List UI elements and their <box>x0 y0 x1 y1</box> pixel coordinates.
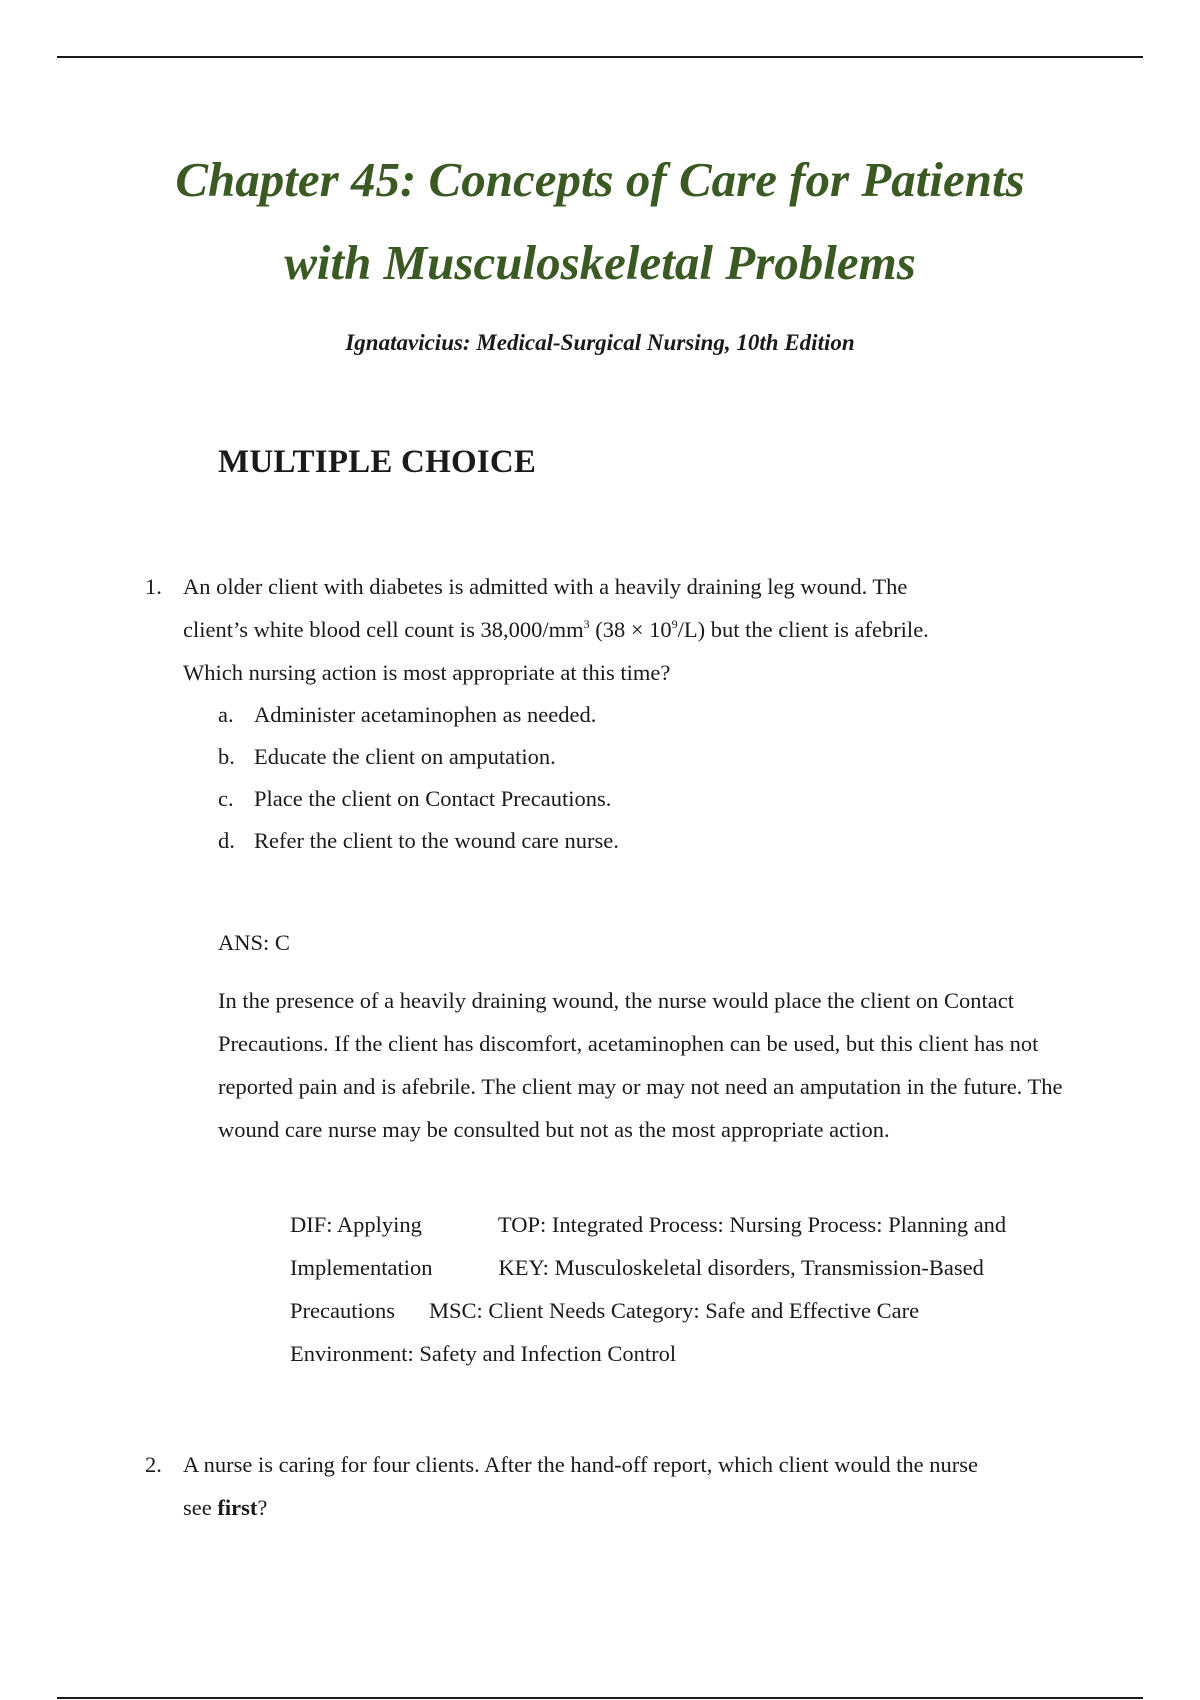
option-letter: b. <box>218 744 235 769</box>
option-text: Educate the client on amputation. <box>254 744 556 769</box>
top-rule <box>57 56 1143 58</box>
question-number: 2. <box>145 1452 162 1477</box>
question-stem-text: An older client with diabetes is admitted with a heavily draining leg wound. The client’s white blood cell count is 38,000/mm <box>183 574 908 642</box>
key-label: KEY: Musculoskeletal disorders, Transmission-Based <box>498 1255 984 1280</box>
question-1 <box>145 565 1045 862</box>
superscript-exponent: 9 <box>671 617 678 631</box>
difficulty-label: DIF: Applying <box>290 1212 422 1237</box>
question-stem-text: A nurse is caring for four clients. After the hand-off report, which client would the nurse see <box>183 1452 978 1520</box>
answer-options <box>218 694 1045 862</box>
bottom-rule <box>57 1697 1143 1699</box>
key-label-continued: Precautions <box>290 1298 395 1323</box>
chapter-title-line-1: Chapter 45: Concepts of Care for Patients <box>175 152 1025 207</box>
question-stem <box>183 565 963 694</box>
question-number: 1. <box>145 574 162 599</box>
answer-rationale: In the presence of a heavily draining wound, the nurse would place the client on Contact Precautions. If the client has discomfort, acetaminophen can be used, but this client has not reported pain and is afebrile. The client may or may not need an amputation in the future. The wound care nurse may be consulted but not as the most appropriate action. <box>218 988 1063 1142</box>
metadata-line <box>290 1203 1090 1246</box>
chapter-title <box>0 138 1200 304</box>
option-a <box>218 694 1045 736</box>
msc-label: MSC: Client Needs Category: Safe and Effective Care <box>428 1298 920 1323</box>
metadata-line <box>290 1332 1090 1375</box>
metadata-line <box>290 1289 1090 1332</box>
question-2 <box>145 1443 1045 1529</box>
option-text: Place the client on Contact Precautions. <box>254 786 612 811</box>
section-heading: MULTIPLE CHOICE <box>218 444 537 480</box>
topic-label-continued: Implementation <box>290 1255 433 1280</box>
chapter-title-line-2: with Musculoskeletal Problems <box>284 235 916 290</box>
emphasis-text: first <box>217 1495 258 1520</box>
book-subtitle: Ignatavicius: Medical-Surgical Nursing, 10th Edition <box>345 330 855 355</box>
option-c <box>218 778 1045 820</box>
option-text: Refer the client to the wound care nurse. <box>254 828 619 853</box>
answer-key: ANS: C <box>218 930 290 955</box>
option-b <box>218 736 1045 778</box>
question-stem-text: ? <box>257 1495 268 1520</box>
option-letter: a. <box>218 702 234 727</box>
question-stem <box>183 1443 983 1529</box>
option-d <box>218 820 1045 862</box>
topic-label: TOP: Integrated Process: Nursing Process: Planning and <box>497 1212 1007 1237</box>
superscript-exponent: 3 <box>583 617 590 631</box>
question-stem-text: /L) but the client is afebrile. Which nursing action is most appropriate at this time? <box>183 617 929 685</box>
question-metadata <box>290 1203 1090 1375</box>
msc-label-continued: Environment: Safety and Infection Control <box>290 1341 677 1366</box>
question-stem-text: (38 × 10 <box>589 617 672 642</box>
option-text: Administer acetaminophen as needed. <box>254 702 597 727</box>
option-letter: c. <box>218 786 234 811</box>
option-letter: d. <box>218 828 235 853</box>
metadata-line <box>290 1246 1090 1289</box>
